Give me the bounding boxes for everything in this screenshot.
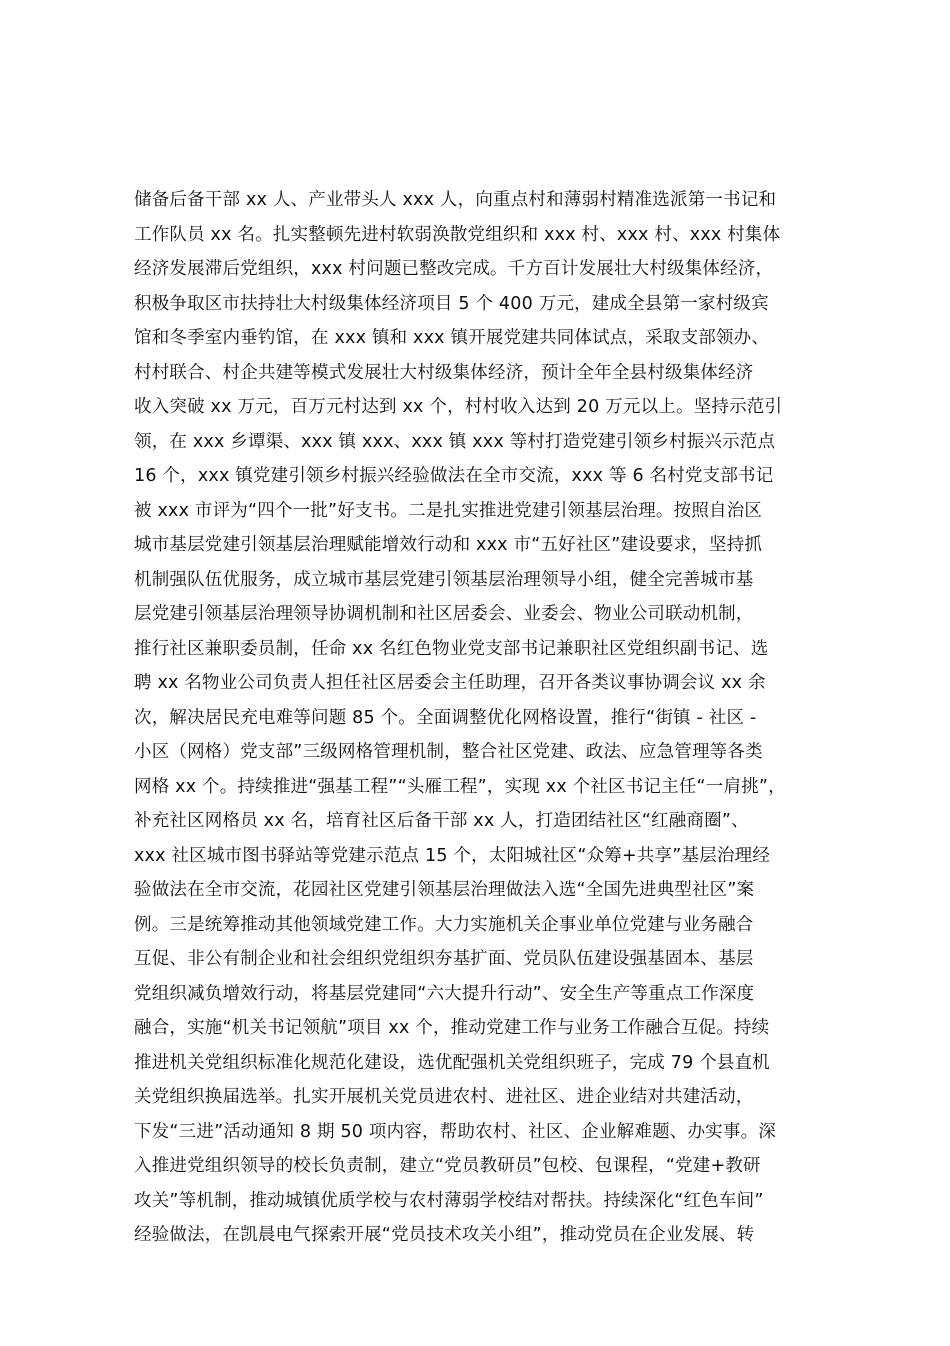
text-line: 经济发展滞后党组织，xxx 村问题已整改完成。千方百计发展壮大村级集体经济， bbox=[134, 259, 774, 279]
text-line: 机制强队伍优服务，成立城市基层党建引领基层治理领导小组，健全完善城市基 bbox=[134, 569, 754, 590]
body-text bbox=[134, 183, 834, 1253]
text-line: 储备后备干部 xx 人、产业带头人 xxx 人，向重点村和薄弱村精准选派第一书记和 bbox=[134, 190, 777, 210]
text-line: 工作队员 xx 名。扎实整顿先进村软弱涣散党组织和 xxx 村、xxx 村、xxx 村集体 bbox=[134, 224, 781, 245]
text-line: 攻关”等机制，推动城镇优质学校与农村薄弱学校结对帮扶。持续深化“红色车间” bbox=[134, 1190, 764, 1211]
text-line: 党组织减负增效行动，将基层党建同“六大提升行动”、安全生产等重点工作深度 bbox=[134, 983, 755, 1004]
text-line: 网格 xx 个。持续推进“强基工程”“头雁工程”，实现 xx 个社区书记主任“一肩挑”， bbox=[134, 776, 786, 797]
text-line: 例。三是统筹推动其他领域党建工作。大力实施机关企事业单位党建与业务融合 bbox=[134, 914, 754, 935]
text-line: xxx 社区城市图书驿站等党建示范点 15 个，太阳城社区“众筹+共享”基层治理经 bbox=[134, 845, 771, 866]
text-line: 聘 xx 名物业公司负责人担任社区居委会主任助理，召开各类议事协调会议 xx 余 bbox=[134, 673, 766, 693]
text-line: 小区（网格）党支部”三级网格管理机制，整合社区党建、政法、应急管理等各类 bbox=[134, 742, 763, 762]
text-line: 村村联合、村企共建等模式发展壮大村级集体经济，预计全年全县村级集体经济 bbox=[134, 362, 754, 383]
text-line: 被 xxx 市评为“四个一批”好支书。二是扎实推进党建引领基层治理。按照自治区 bbox=[134, 500, 763, 521]
text-line: 关党组织换届选举。扎实开展机关党员进农村、进社区、进企业结对共建活动， bbox=[134, 1087, 754, 1107]
text-line: 下发“三进”活动通知 8 期 50 项内容，帮助农村、社区、企业解难题、办实事。深 bbox=[134, 1121, 776, 1142]
text-line: 验做法在全市交流，花园社区党建引领基层治理做法入选“全国先进典型社区”案 bbox=[134, 880, 755, 900]
text-line: 推进机关党组织标准化规范化建设，选优配强机关党组织班子，完成 79 个县直机 bbox=[134, 1052, 770, 1073]
text-line: 馆和冬季室内垂钓馆，在 xxx 镇和 xxx 镇开展党建共同体试点，采取支部领办、 bbox=[134, 328, 770, 348]
text-line: 融合，实施“机关书记领航”项目 xx 个，推动党建工作与业务工作融合互促。持续 bbox=[134, 1018, 770, 1038]
text-line: 收入突破 xx 万元，百万元村达到 xx 个，村村收入达到 20 万元以上。坚持示范引 bbox=[134, 397, 783, 417]
text-line: 经验做法，在凯晨电气探索开展“党员技术攻关小组”，推动党员在企业发展、转 bbox=[134, 1225, 755, 1245]
text-line: 层党建引领基层治理领导协调机制和社区居委会、业委会、物业公司联动机制， bbox=[134, 604, 754, 624]
text-line: 补充社区网格员 xx 名，培育社区后备干部 xx 人，打造团结社区“红融商圈”、 bbox=[134, 811, 749, 831]
text-line: 互促、非公有制企业和社会组织党组织夯基扩面、党员队伍建设强基固本、基层 bbox=[134, 949, 754, 969]
text-line: 入推进党组织领导的校长负责制，建立“党员教研员”包校、包课程，“党建+教研 bbox=[134, 1156, 761, 1176]
text-line: 16 个，xxx 镇党建引领乡村振兴经验做法在全市交流，xxx 等 6 名村党支部书记 bbox=[134, 466, 774, 486]
text-line: 积极争取区市扶持壮大村级集体经济项目 5 个 400 万元，建成全县第一家村级宾 bbox=[134, 293, 769, 314]
text-line: 领，在 xxx 乡谭渠、xxx 镇 xxx、xxx 镇 xxx 等村打造党建引领乡村振兴示范点 bbox=[134, 431, 776, 452]
text-line: 城市基层党建引领基层治理赋能增效行动和 xxx 市“五好社区”建设要求，坚持抓 bbox=[134, 535, 763, 555]
text-line: 推行社区兼职委员制，任命 xx 名红色物业党支部书记兼职社区党组织副书记、选 bbox=[134, 638, 769, 659]
text-line: 次，解决居民充电难等问题 85 个。全面调整优化网格设置，推行“街镇 - 社区 - bbox=[134, 707, 757, 728]
